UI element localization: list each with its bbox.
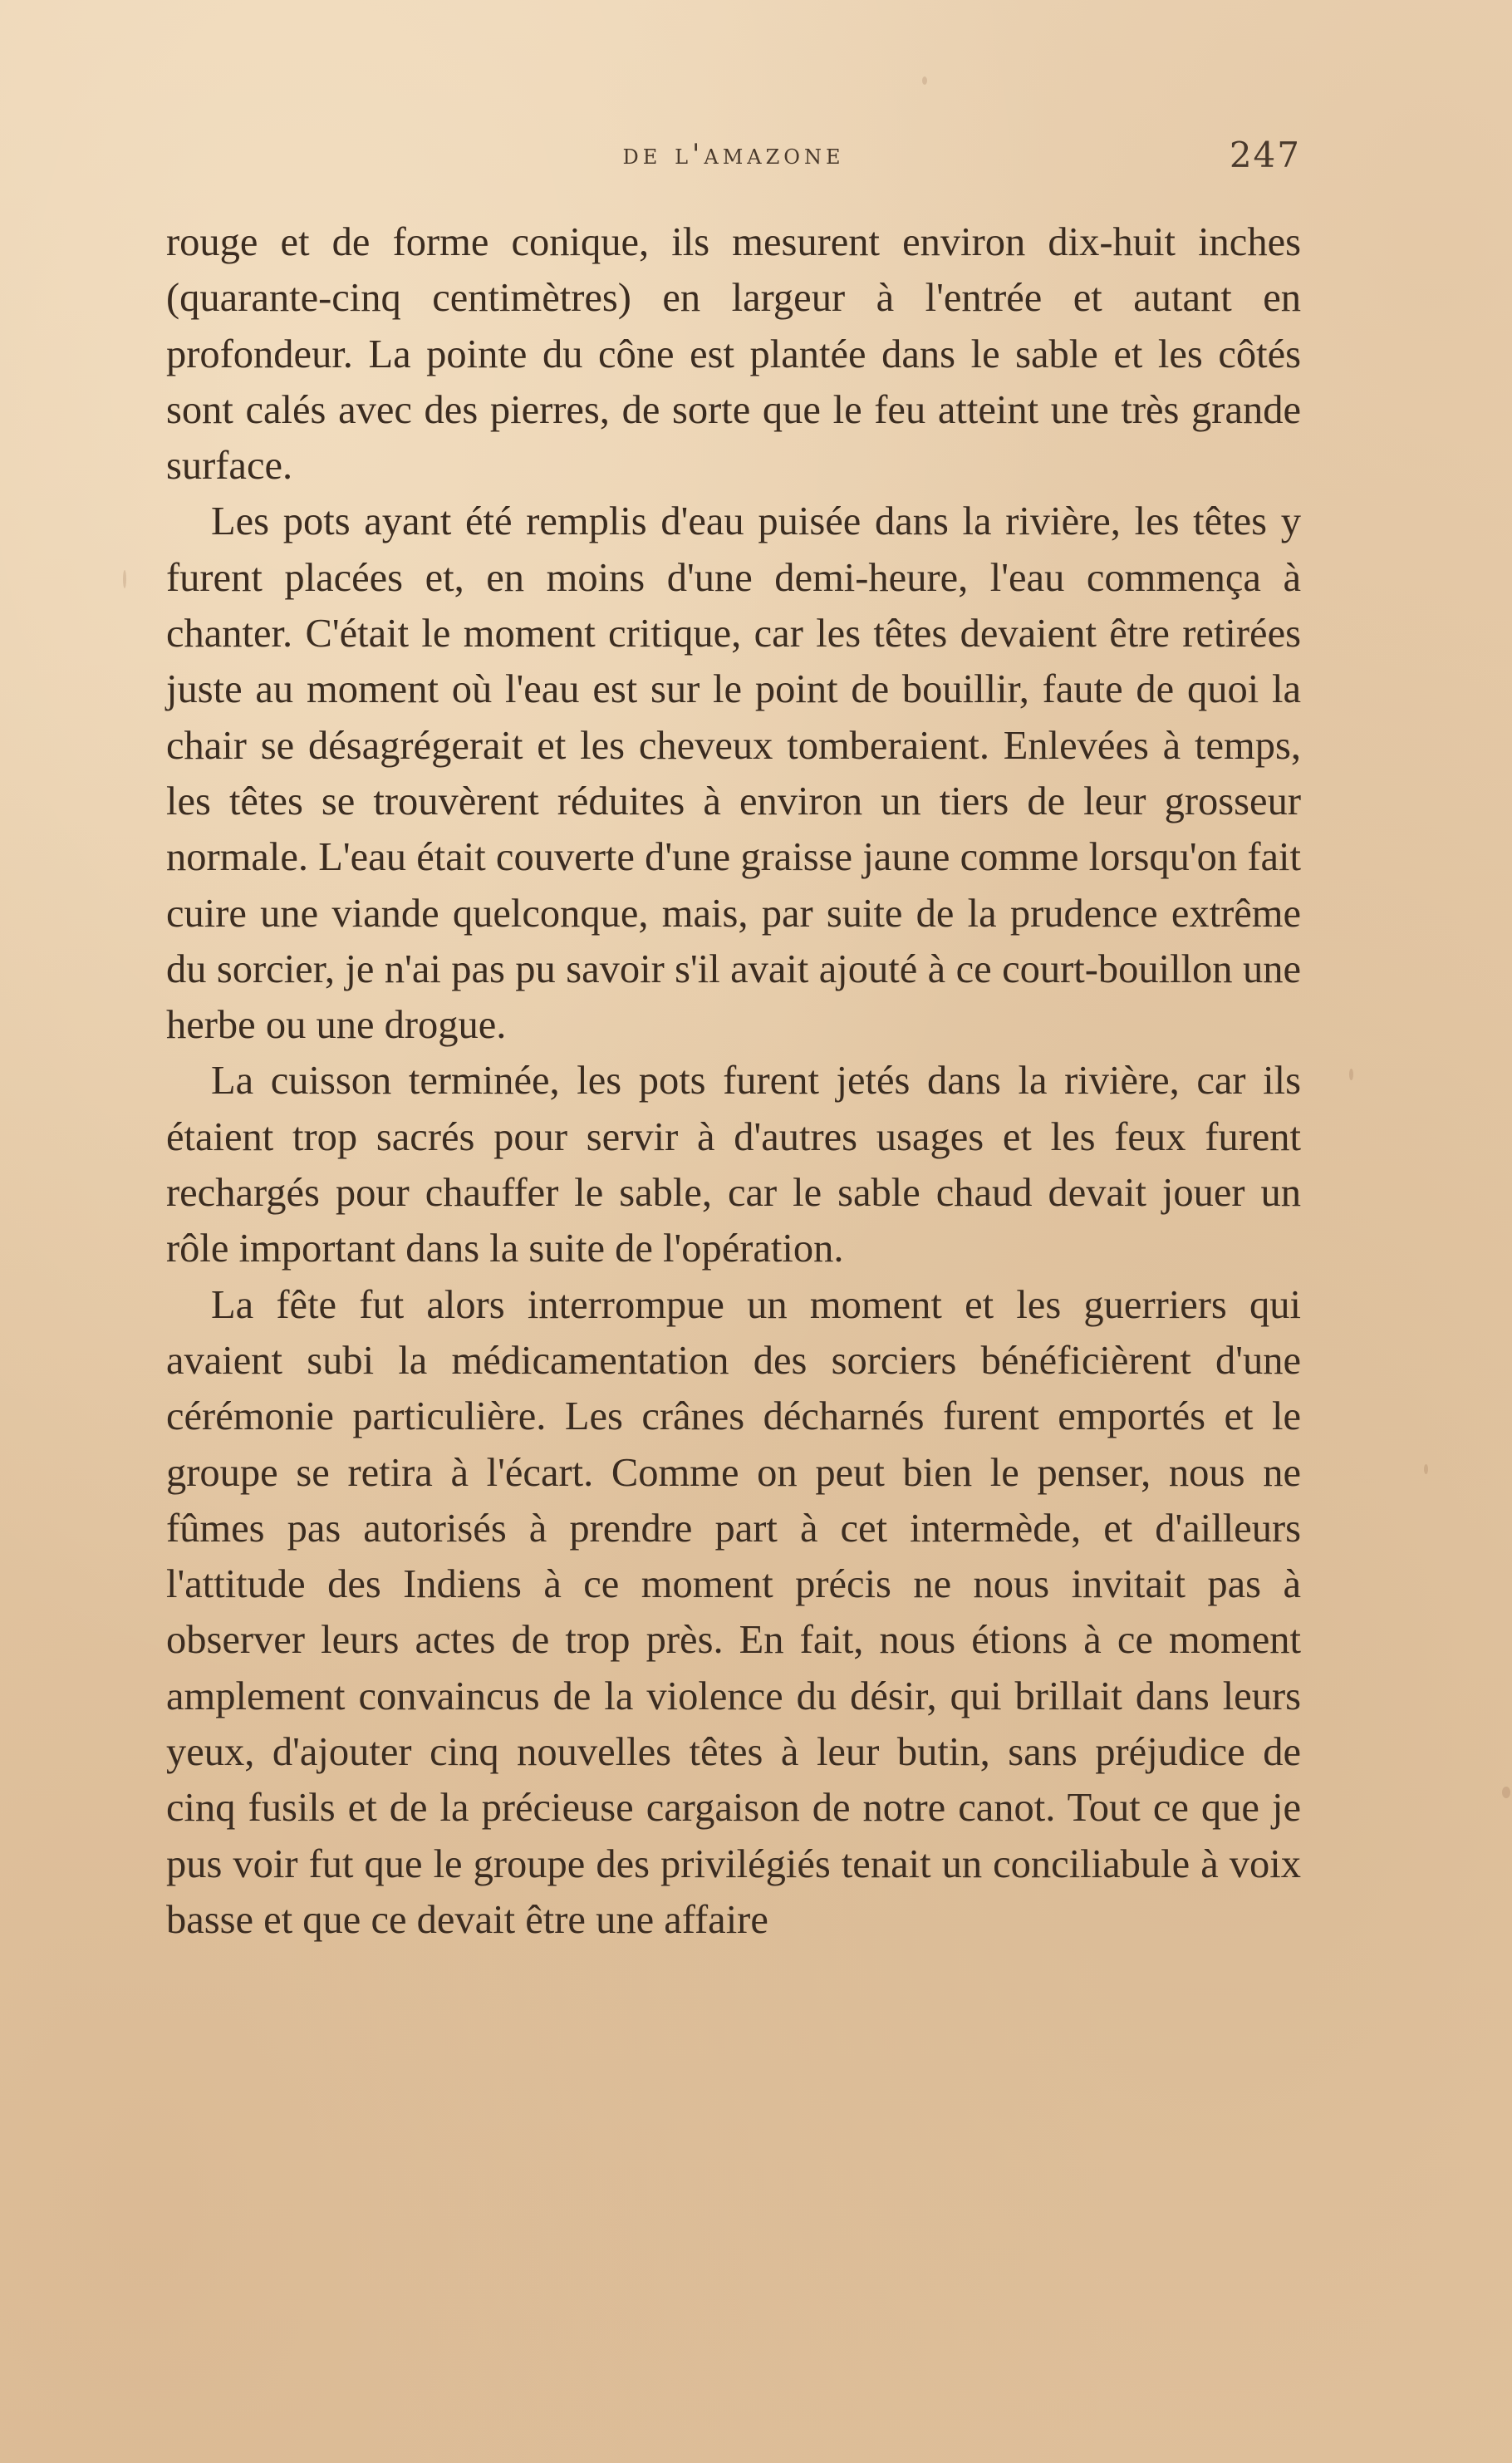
paragraph-4: La fête fut alors interrompue un moment et les guerriers qui avaient subi la médicamentation des sorciers bénéficièrent d'une cérémonie particulière. Les crânes décharnés furent emportés et le groupe se retira à l'écart. Comme on peut bien le penser, nous ne fûmes pas autorisés à prendre part à cet intermède, et d'ailleurs l'attitude des Indiens à ce moment précis ne nous invitait pas à observer leurs actes de trop près. En fait, nous étions à ce moment amplement convaincus de la violence du désir, qui brillait dans leurs yeux, d'ajouter cinq nouvelles têtes à leur butin, sans préjudice de cinq fusils et de la précieuse cargaison de notre canot. Tout ce que je pus voir fut que le groupe des privilégiés tenait un conciliabule à voix basse et que ce devait être une affaire: [166, 1282, 1301, 1942]
paper-spot: [1502, 1787, 1510, 1798]
paper-spot: [1424, 1464, 1428, 1474]
paper-spot: [1349, 1069, 1353, 1080]
paragraph-3: La cuisson terminée, les pots furent jetés dans la rivière, car ils étaient trop sacrés pour servir à d'autres usages et les feux furent rechargés pour chauffer le sable, car le sable chaud devait jouer un rôle important dans la suite de l'opération.: [166, 1059, 1301, 1271]
paragraph-2: Les pots ayant été remplis d'eau puisée dans la rivière, les têtes y furent placées et, en moins d'une demi-heure, l'eau commença à chanter. C'était le moment critique, car les têtes devaient être retirées juste au moment où l'eau est sur le point de bouillir, faute de quoi la chair se désagrégerait et les cheveux tomberaient. Enlevées à temps, les têtes se trouvèrent réduites à environ un tiers de leur grosseur normale. L'eau était couverte d'une graisse jaune comme lorsqu'on fait cuire une viande quelconque, mais, par suite de la prudence extrême du sorcier, je n'ai pas pu savoir s'il avait ajouté à ce court-bouillon une herbe ou une drogue.: [166, 499, 1301, 1048]
running-head: de l'amazone: [622, 138, 845, 171]
page-header: [166, 133, 1301, 183]
page-number: 247: [1229, 135, 1301, 175]
paper-spot: [922, 76, 927, 85]
paragraph-1: rouge et de forme conique, ils mesurent environ dix-huit inches (quarante-cinq centimètres) en largeur à l'entrée et autant en profondeur. La pointe du cône est plantée dans le sable et les côtés sont calés avec des pierres, de sorte que le feu atteint une très grande surface.: [166, 220, 1301, 489]
body-text: [166, 214, 1301, 1948]
paper-spot: [123, 570, 126, 588]
